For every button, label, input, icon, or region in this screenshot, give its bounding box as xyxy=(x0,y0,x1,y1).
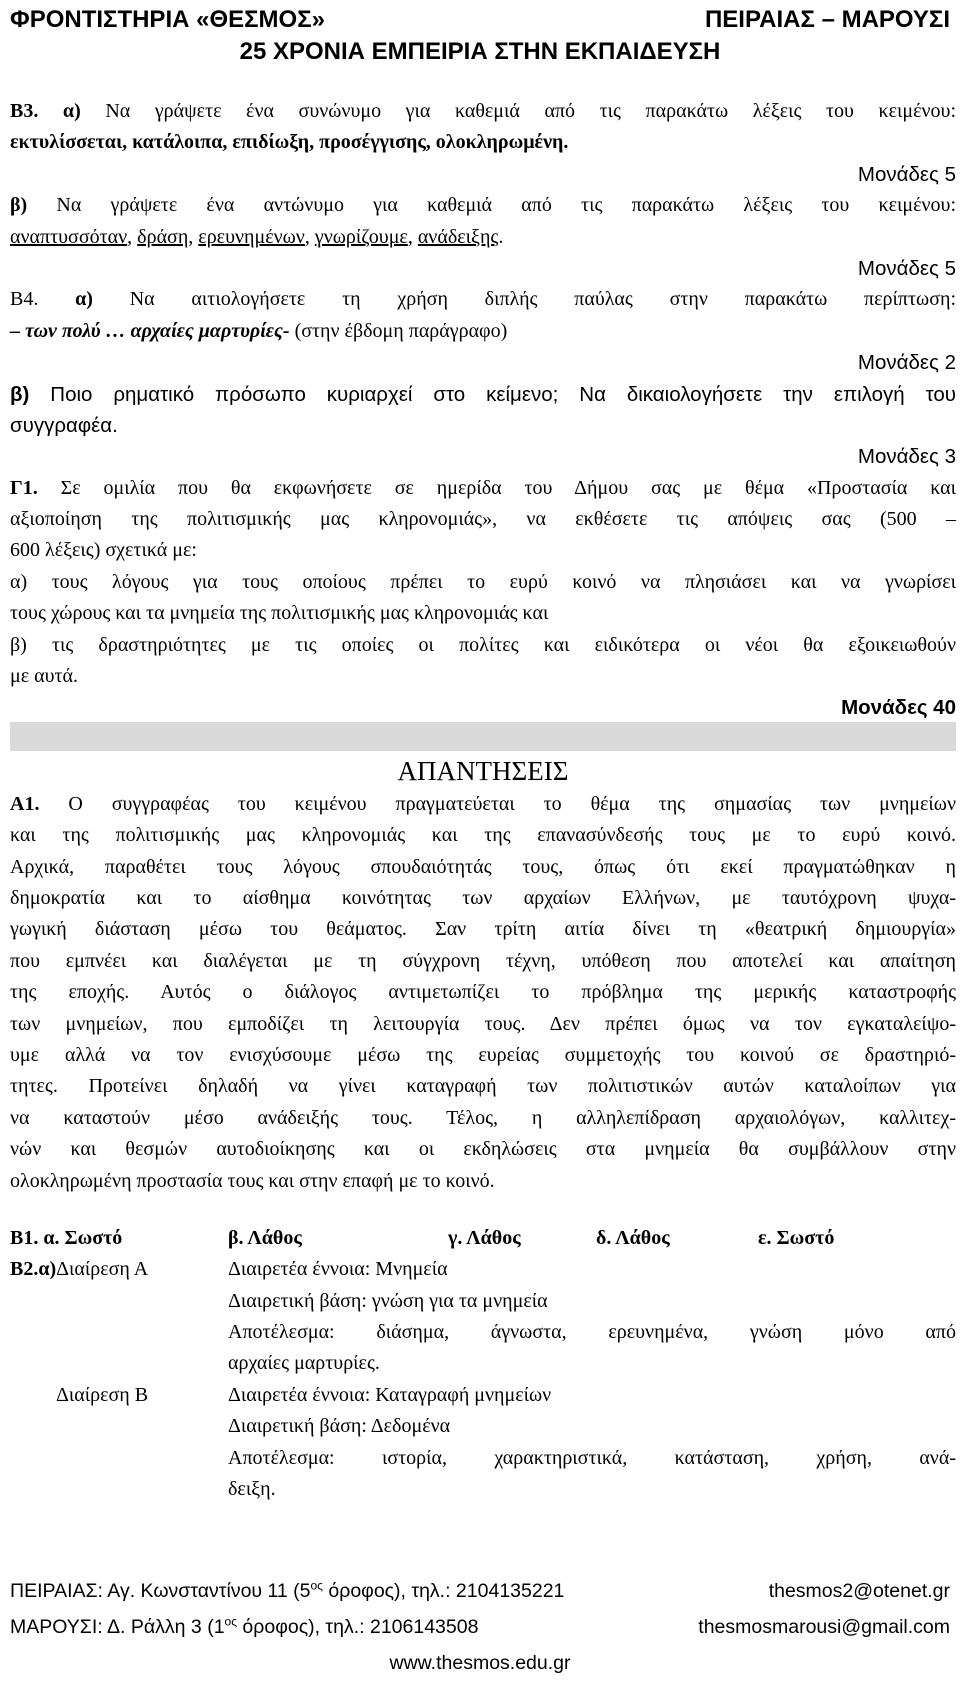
answers-title: ΑΠΑΝΤΗΣΕΙΣ xyxy=(397,755,569,786)
b3-a-line xyxy=(10,96,956,127)
b3-b-words-line: αναπτυσσόταν, δράση, ερευνημένων, γνωρίζουμε, ανάδειξης. xyxy=(10,225,504,248)
b1-item-a: Β1. α. Σωστό xyxy=(10,1226,123,1249)
b3-b-line xyxy=(10,190,956,221)
b3-b-label: β) xyxy=(10,194,28,217)
g1-points xyxy=(10,692,956,723)
b1-row xyxy=(10,1223,956,1254)
b3-a-words: εκτυλίσσεται, κατάλοιπα, επιδίωξη, προσέγγισης, ολοκληρωμένη. xyxy=(10,131,569,154)
g1-text-1: Σε ομιλία που θα εκφωνήσετε σε ημερίδα του Δήμου σας με θέμα «Προστασία και xyxy=(60,476,956,499)
a1-line-8: υμε αλλά να τον ενισχύσουμε μέσω της ευρείας συμμετοχής του κοινού σε δραστηριό- xyxy=(10,1043,956,1066)
b1-item-b: β. Λάθος xyxy=(228,1226,302,1249)
b4-b-text: Ποιο ρηματικό πρόσωπο κυριαρχεί στο κείμενο; Να δικαιολογήσετε την επιλογή του xyxy=(50,382,956,406)
b1-item-e: ε. Σωστό xyxy=(758,1226,835,1249)
b4-b-label: β) xyxy=(10,382,30,406)
b4-a-sub: α) xyxy=(75,288,93,311)
b4-b-line-2: συγγραφέα. xyxy=(10,413,118,437)
a1-label: Α1. xyxy=(10,792,40,815)
marousi-addr-a: ΜΑΡΟΥΣΙ: Δ. Ράλλη 3 (1 xyxy=(10,1616,225,1638)
g1-a-line-1: α) τους λόγους για τους οποίους πρέπει το ευρύ κοινό να πλησιάσει και να γνωρίσει xyxy=(10,570,956,593)
b3-b-word-3: ερευνημένων xyxy=(198,225,305,248)
piraeus-sup: ος xyxy=(310,1578,323,1593)
b2-a-2: Διαιρετική βάση: γνώση για τα μνημεία xyxy=(228,1289,548,1312)
footer-website[interactable]: www.thesmos.edu.gr xyxy=(389,1652,571,1674)
b1-item-c: γ. Λάθος xyxy=(448,1226,521,1249)
a1-line-12: ολοκληρωμένη προστασία τους και στην επαφή με το κοινό. xyxy=(10,1169,495,1192)
a1-line-2: Αρχικά, παραθέτει τους λόγους σπουδαιότητάς τους, όπως ότι εκεί πραγματώθηκαν η xyxy=(10,855,956,878)
b3-b-word-2: δράση xyxy=(137,225,189,248)
b4-a-text: Να αιτιολογήσετε τη χρήση διπλής παύλας στην παρακάτω περίπτωση: xyxy=(129,288,957,311)
b4-b-points: Μονάδες 3 xyxy=(857,445,956,469)
header-left: ΦΡΟΝΤΙΣΤΗΡΙΑ «ΘΕΣΜΟΣ» xyxy=(10,6,325,33)
b3-b-word-1: αναπτυσσόταν xyxy=(10,225,128,248)
b4-b-line-1 xyxy=(10,379,956,410)
b3-b-word-5: ανάδειξης xyxy=(417,225,499,248)
a1-line-6: της εποχής. Αυτός ο διάλογος αντιμετωπίζει το πρόβλημα της μερικής καταστροφής xyxy=(10,981,956,1004)
a1-line-3: δημοκρατία και το αίσθημα κοινότητας των αρχαίων Ελλήνων, με ταυτόχρονη ψυχα- xyxy=(10,886,956,909)
a1-line-11: νών και θεσμών αυτοδιοίκησης και οι εκδηλώσεις στα μνημεία θα συμβάλλουν στην xyxy=(10,1138,956,1161)
a1-line-1: και της πολιτισμικής μας κληρονομιάς και της επανασύνδεσής τους με το ευρύ κοινό. xyxy=(10,824,956,847)
b4-a-line xyxy=(10,284,956,315)
b3-a-points: Μονάδες 5 xyxy=(857,162,956,186)
b4-a-quote: – των πολύ … αρχαίες μαρτυρίες- xyxy=(10,319,290,342)
piraeus-addr-b: όροφος), τηλ.: 2104135221 xyxy=(322,1580,565,1602)
header-right: ΠΕΙΡΑΙΑΣ – ΜΑΡΟΥΣΙ xyxy=(704,6,950,33)
footer-piraeus-email[interactable]: thesmos2@otenet.gr xyxy=(768,1580,950,1602)
g1-a-line-2: τους χώρους και τα μνημεία της πολιτισμικής μας κληρονομιάς και xyxy=(10,602,549,625)
b1-item-d: δ. Λάθος xyxy=(596,1226,670,1249)
b3-a-words-line xyxy=(10,127,956,158)
b2-b-1: Διαιρετέα έννοια: Καταγραφή μνημείων xyxy=(228,1383,552,1406)
footer-piraeus-address xyxy=(10,1576,564,1606)
marousi-sup: ος xyxy=(224,1614,238,1629)
b2-a-name: Διαίρεση Α xyxy=(56,1258,149,1281)
a1-line-10: να καταστούν μέσο ανάδειξής τους. Τέλος, η αλληλεπίδραση αρχαιολόγων, καλλιτεχ- xyxy=(10,1106,956,1129)
document-body xyxy=(10,96,956,1505)
b2-b-2: Διαιρετική βάση: Δεδομένα xyxy=(228,1415,451,1438)
piraeus-addr-a: ΠΕΙΡΑΙΑΣ: Αγ. Κωνσταντίνου 11 (5 xyxy=(10,1580,311,1602)
b2-a-row-1 xyxy=(10,1254,956,1285)
g1-label: Γ1. xyxy=(10,476,38,499)
b4-a-points: Μονάδες 2 xyxy=(857,351,956,375)
b2-a-3: Αποτέλεσμα: διάσημα, άγνωστα, ερευνημένα, γνώση μόνο από xyxy=(228,1321,956,1344)
a1-line-7: των μνημείων, που εμποδίζει τη λειτουργία τους. Δεν πρέπει όμως να τον εγκαταλείψο- xyxy=(10,1012,956,1035)
marousi-addr-b: όροφος), τηλ.: 2106143508 xyxy=(237,1616,479,1638)
g1-points-text: Μονάδες 40 xyxy=(841,696,956,720)
a1-text-0: Ο συγγραφέας του κειμένου πραγματεύεται το θέμα της σημασίας των μνημείων xyxy=(68,792,957,815)
b2-b-row-1 xyxy=(10,1380,956,1411)
header-subtitle: 25 ΧΡΟΝΙΑ ΕΜΠΕΙΡΙΑ ΣΤΗΝ ΕΚΠΑΙΔΕΥΣΗ xyxy=(239,38,721,65)
g1-b-line-1: β) τις δραστηριότητες με τις οποίες οι πολίτες και ειδικότερα οι νέοι θα εξοικειωθούν xyxy=(10,633,956,656)
g1-b-line-2: με αυτά. xyxy=(10,665,79,688)
b3-a-label: Β3. α) xyxy=(10,100,81,122)
spacer xyxy=(10,1197,956,1223)
b4-a-note: (στην έβδομη παράγραφο) xyxy=(294,319,508,342)
g1-line-1 xyxy=(10,473,956,504)
a1-line-5: που εμπνέει και διαλέγεται με τη σύγχρονη τέχνη, υπόθεση που αποτελεί και απαίτηση xyxy=(10,949,956,972)
b2-a-4: αρχαίες μαρτυρίες. xyxy=(228,1352,380,1375)
section-divider xyxy=(10,722,956,751)
b2-a-1: Διαιρετέα έννοια: Μνημεία xyxy=(228,1258,448,1281)
g1-line-2: αξιοποίηση της πολιτισμικής μας κληρονομιάς», να εκθέσετε τις απόψεις σας (500 – xyxy=(10,508,956,531)
b2-b-3: Αποτέλεσμα: ιστορία, χαρακτηριστικά, κατάσταση, χρήση, ανά- xyxy=(228,1446,956,1469)
footer-marousi-email[interactable]: thesmosmarousi@gmail.com xyxy=(698,1616,950,1638)
g1-line-3: 600 λέξεις) σχετικά με: xyxy=(10,539,197,562)
a1-line-4: γωγική διάσταση μέσω του θεάματος. Σαν τρίτη αιτία δίνει τη «θεατρική δημιουργία» xyxy=(10,918,956,941)
b2-label-group xyxy=(10,1254,149,1285)
b3-b-text: Να γράψετε ένα αντώνυμο για καθεμιά από τις παρακάτω λέξεις του κειμένου: xyxy=(56,194,956,217)
a1-line-9: τητες. Προτείνει δηλαδή να γίνει καταγραφή των πολιτιστικών αυτών καταλοίπων για xyxy=(10,1075,956,1098)
b3-b-sep: , xyxy=(127,225,138,248)
footer-marousi-address xyxy=(10,1612,478,1642)
b2-b-4: δειξη. xyxy=(228,1478,276,1501)
b2-label: Β2.α) xyxy=(10,1258,57,1281)
b4-a-quote-line xyxy=(10,316,956,347)
b3-b-word-4: γνωρίζουμε xyxy=(314,225,408,248)
b2-b-name: Διαίρεση Β xyxy=(56,1383,149,1406)
b3-b-points: Μονάδες 5 xyxy=(857,256,956,280)
b3-a-text: Να γράψετε ένα συνώνυμο για καθεμιά από τις παρακάτω λέξεις του κειμένου: xyxy=(105,100,956,122)
a1-line-0 xyxy=(10,789,956,820)
b4-a-label: Β4. xyxy=(10,288,39,311)
